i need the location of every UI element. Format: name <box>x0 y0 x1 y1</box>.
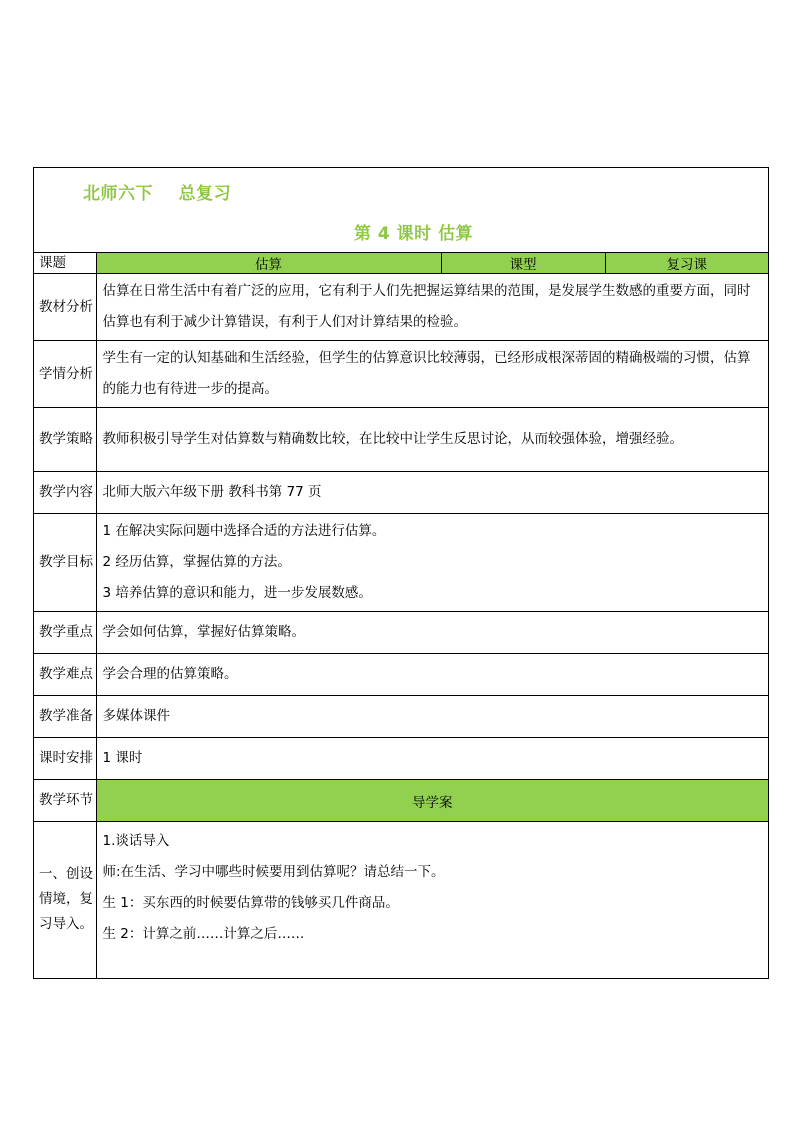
sheet-header <box>34 168 768 253</box>
goal-item: 1 在解决实际问题中选择合适的方法进行估算。 <box>102 523 386 539</box>
row-label: 教学重点 <box>34 612 96 654</box>
table-row <box>34 274 768 341</box>
row-label: 课时安排 <box>34 738 96 780</box>
row-label: 学情分析 <box>34 341 96 408</box>
row-label: 教材分析 <box>34 274 96 341</box>
intro-row <box>34 822 768 978</box>
row-text: 估算在日常生活中有着广泛的应用，它有利于人们先把握运算结果的范围，是发展学生数感的重要方面，同时估算也有利于减少计算错误，有利于人们对计算结果的检验。 <box>96 274 768 341</box>
table-row <box>34 654 768 696</box>
intro-line: 师:在生活、学习中哪些时候要用到估算呢？请总结一下。 <box>102 864 445 880</box>
intro-line: 生 1：买东西的时候要估算带的钱够买几件商品。 <box>102 895 399 911</box>
intro-label: 一、创设情境，复习导入。 <box>34 822 96 978</box>
row-label: 教学内容 <box>34 472 96 514</box>
row-text: 学会如何估算，掌握好估算策略。 <box>96 612 768 654</box>
goals-row <box>34 514 768 612</box>
row-label: 教学难点 <box>34 654 96 696</box>
intro-content <box>96 822 768 978</box>
section-value: 导学案 <box>96 780 768 822</box>
table-row <box>34 341 768 408</box>
type-value: 复习课 <box>605 253 768 274</box>
topic-row <box>34 253 768 274</box>
intro-line: 生 2：计算之前……计算之后…… <box>102 926 305 942</box>
row-text: 教师积极引导学生对估算数与精确数比较，在比较中让学生反思讨论，从而较强体验，增强经验。 <box>96 408 768 472</box>
lesson-title: 第 4 课时 估算 <box>354 224 474 244</box>
section-row <box>34 780 768 822</box>
lesson-plan-table <box>34 253 768 978</box>
course-title: 北师六下 总复习 <box>83 184 232 204</box>
topic-label: 课题 <box>34 253 96 274</box>
section-label: 教学环节 <box>34 780 96 822</box>
lesson-plan-sheet <box>33 167 769 979</box>
goal-item: 2 经历估算，掌握估算的方法。 <box>102 554 291 570</box>
row-text: 北师大版六年级下册 教科书第 77 页 <box>96 472 768 514</box>
table-row <box>34 738 768 780</box>
type-label: 课型 <box>441 253 605 274</box>
table-row <box>34 472 768 514</box>
row-text: 学生有一定的认知基础和生活经验，但学生的估算意识比较薄弱，已经形成根深蒂固的精确极端的习惯，估算的能力也有待进一步的提高。 <box>96 341 768 408</box>
table-row <box>34 612 768 654</box>
row-text: 学会合理的估算策略。 <box>96 654 768 696</box>
row-text: 1 课时 <box>96 738 768 780</box>
goals-label: 教学目标 <box>34 514 96 612</box>
topic-value: 估算 <box>96 253 441 274</box>
row-text: 多媒体课件 <box>96 696 768 738</box>
goal-item: 3 培养估算的意识和能力，进一步发展数感。 <box>102 585 372 601</box>
goals-list <box>96 514 768 612</box>
table-row <box>34 696 768 738</box>
intro-line: 1.谈话导入 <box>102 833 170 849</box>
table-row <box>34 408 768 472</box>
row-label: 教学策略 <box>34 408 96 472</box>
row-label: 教学准备 <box>34 696 96 738</box>
